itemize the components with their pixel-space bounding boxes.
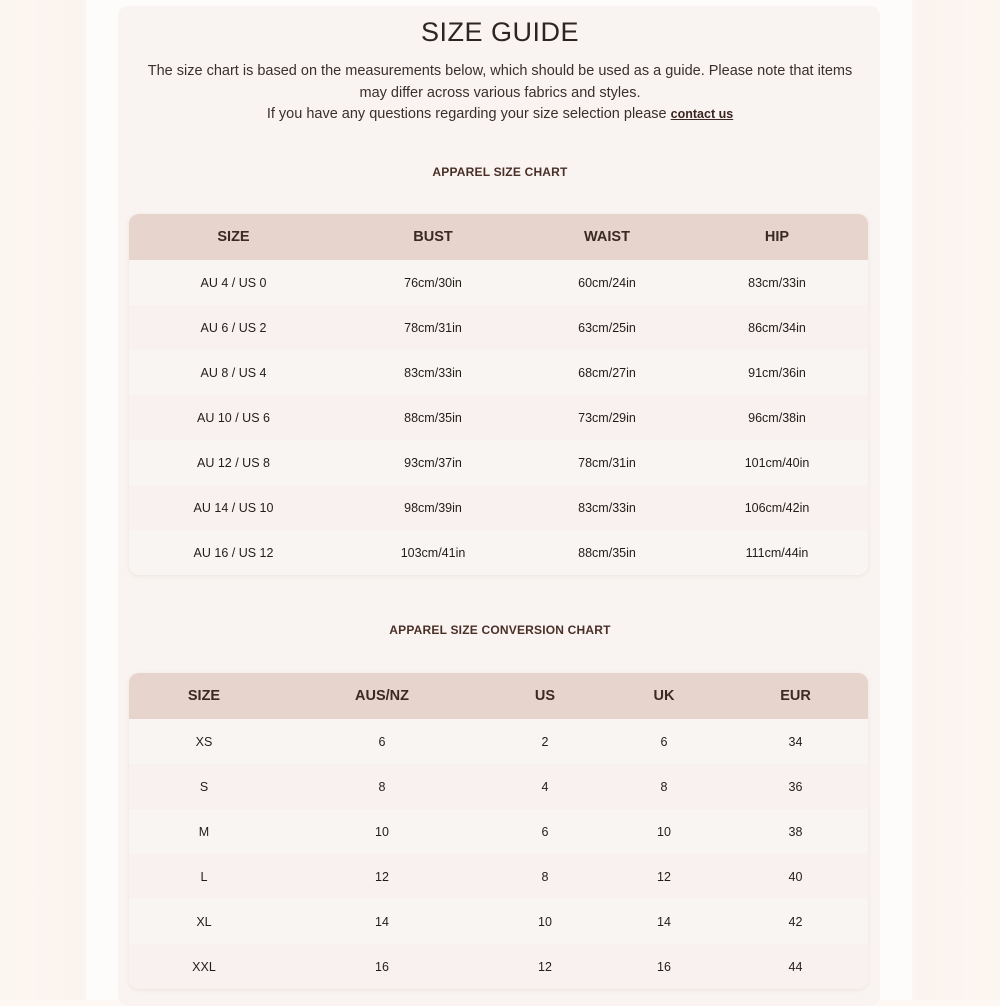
size-chart-header-row: [129, 214, 868, 260]
table-cell: 101cm/40in: [686, 440, 868, 485]
column-header: AUS/NZ: [279, 673, 485, 719]
contact-line-text: If you have any questions regarding your size selection please: [266, 106, 671, 122]
table-cell: 2: [485, 719, 605, 764]
table-cell: 96cm/38in: [686, 395, 868, 440]
table-cell: 40: [723, 854, 868, 899]
column-header: HIP: [686, 214, 868, 260]
table-cell: 8: [605, 764, 723, 809]
table-row: [129, 899, 868, 944]
intro-text: The size chart is based on the measurements below, which should be used as a guide. Please note that items may differ across various fabrics and styles.: [147, 63, 853, 101]
column-header: BUST: [338, 214, 528, 260]
table-cell: 93cm/37in: [338, 440, 528, 485]
table-cell: 83cm/33in: [686, 260, 868, 305]
table-cell: 12: [279, 854, 485, 899]
table-cell: 76cm/30in: [338, 260, 528, 305]
table-cell: AU 8 / US 4: [129, 350, 338, 395]
table-cell: 91cm/36in: [686, 350, 868, 395]
table-row: [129, 530, 868, 575]
table-cell: 36: [723, 764, 868, 809]
table-cell: 10: [279, 809, 485, 854]
table-cell: AU 16 / US 12: [129, 530, 338, 575]
table-cell: AU 14 / US 10: [129, 485, 338, 530]
size-chart-heading: APPAREL SIZE CHART: [432, 165, 568, 179]
table-cell: 42: [723, 899, 868, 944]
table-row: [129, 260, 868, 305]
table-cell: 83cm/33in: [338, 350, 528, 395]
table-cell: 12: [485, 944, 605, 989]
table-cell: 6: [605, 719, 723, 764]
table-cell: 98cm/39in: [338, 485, 528, 530]
contact-us-link[interactable]: contact us: [670, 107, 734, 121]
column-header: SIZE: [129, 214, 338, 260]
table-cell: AU 4 / US 0: [129, 260, 338, 305]
table-cell: 16: [605, 944, 723, 989]
table-row: [129, 440, 868, 485]
column-header: US: [485, 673, 605, 719]
table-cell: 34: [723, 719, 868, 764]
table-cell: 73cm/29in: [528, 395, 686, 440]
table-row: [129, 809, 868, 854]
table-cell: 14: [605, 899, 723, 944]
column-header: UK: [605, 673, 723, 719]
conversion-chart-heading: APPAREL SIZE CONVERSION CHART: [389, 623, 611, 637]
table-cell: 83cm/33in: [528, 485, 686, 530]
table-cell: 44: [723, 944, 868, 989]
table-cell: AU 6 / US 2: [129, 305, 338, 350]
column-header: EUR: [723, 673, 868, 719]
table-cell: 86cm/34in: [686, 305, 868, 350]
table-row: [129, 305, 868, 350]
table-row: [129, 854, 868, 899]
table-row: [129, 719, 868, 764]
table-cell: 88cm/35in: [528, 530, 686, 575]
table-cell: 38: [723, 809, 868, 854]
table-cell: 68cm/27in: [528, 350, 686, 395]
column-header: WAIST: [528, 214, 686, 260]
conversion-chart-table: [129, 673, 868, 989]
table-cell: 12: [605, 854, 723, 899]
table-row: [129, 944, 868, 989]
table-row: [129, 395, 868, 440]
table-row: [129, 764, 868, 809]
table-cell: 60cm/24in: [528, 260, 686, 305]
table-cell: XS: [129, 719, 279, 764]
table-cell: 78cm/31in: [528, 440, 686, 485]
conversion-chart-header-row: [129, 673, 868, 719]
page-title: SIZE GUIDE: [420, 17, 580, 47]
table-cell: AU 12 / US 8: [129, 440, 338, 485]
table-cell: XXL: [129, 944, 279, 989]
table-cell: 4: [485, 764, 605, 809]
table-cell: 111cm/44in: [686, 530, 868, 575]
table-cell: M: [129, 809, 279, 854]
table-cell: 8: [279, 764, 485, 809]
table-row: [129, 350, 868, 395]
table-cell: 6: [279, 719, 485, 764]
contact-line: [138, 103, 862, 125]
table-row: [129, 485, 868, 530]
table-cell: 8: [485, 854, 605, 899]
table-cell: 88cm/35in: [338, 395, 528, 440]
table-cell: AU 10 / US 6: [129, 395, 338, 440]
size-chart-table: [129, 214, 868, 575]
table-cell: 10: [605, 809, 723, 854]
table-cell: 78cm/31in: [338, 305, 528, 350]
table-cell: S: [129, 764, 279, 809]
table-cell: 63cm/25in: [528, 305, 686, 350]
table-cell: L: [129, 854, 279, 899]
table-cell: 16: [279, 944, 485, 989]
table-cell: 10: [485, 899, 605, 944]
column-header: SIZE: [129, 673, 279, 719]
table-cell: 6: [485, 809, 605, 854]
table-cell: 103cm/41in: [338, 530, 528, 575]
table-cell: XL: [129, 899, 279, 944]
table-cell: 106cm/42in: [686, 485, 868, 530]
table-cell: 14: [279, 899, 485, 944]
